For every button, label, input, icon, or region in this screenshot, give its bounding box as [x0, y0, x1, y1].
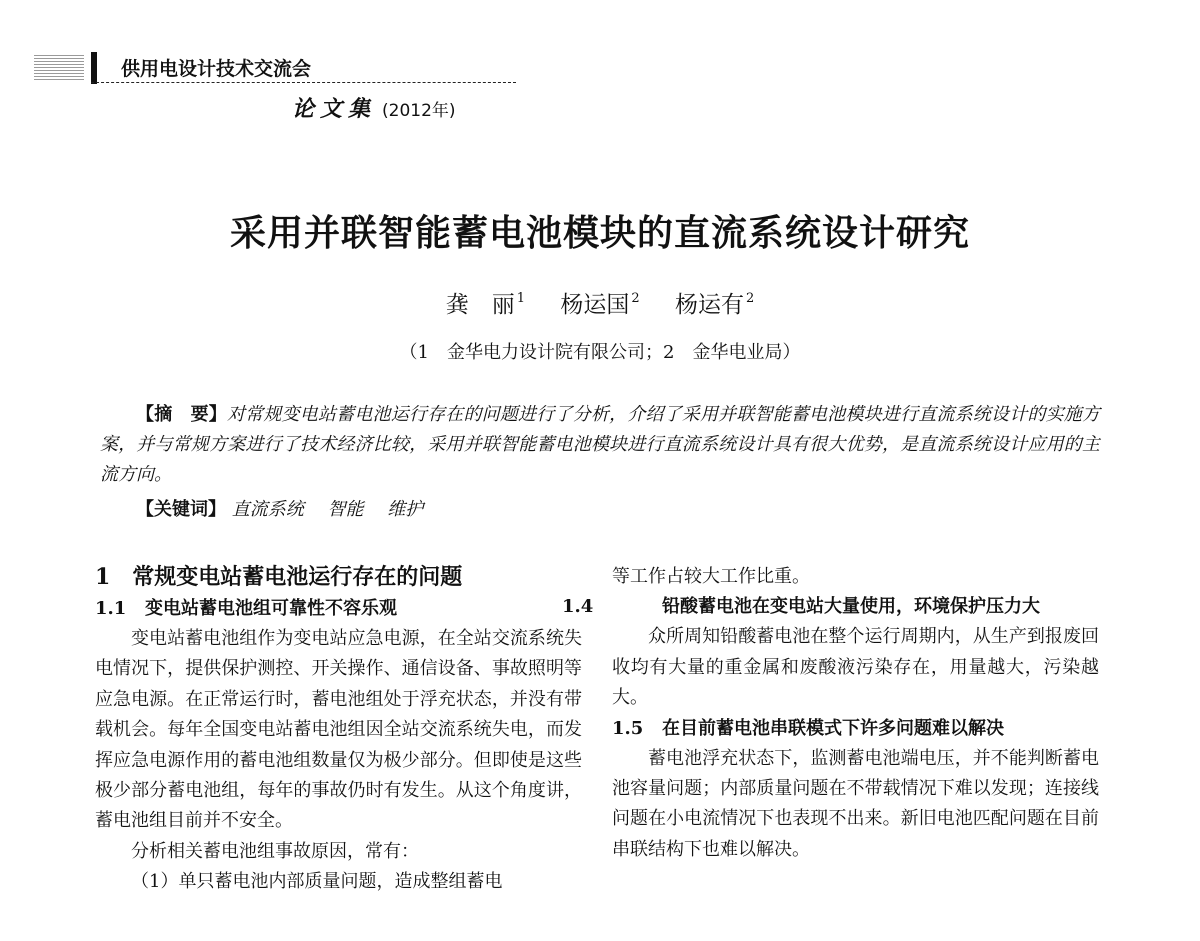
affiliations: （1 金华电力设计院有限公司；2 金华电业局） — [399, 342, 801, 363]
subsection-title: 变电站蓄电池组可靠性不容乐观 — [145, 598, 397, 619]
header-divider — [91, 82, 516, 83]
paper-title: 采用并联智能蓄电池模块的直流系统设计研究 — [229, 212, 970, 254]
subsection-heading — [612, 714, 1099, 744]
body-paragraph: 蓄电池浮充状态下，监测蓄电池端电压，并不能判断蓄电池容量问题；内部质量问题在不带载情况下难以发现；连接线问题在小电流情况下也表现不出来。新旧电池匹配问题在目前串联结构下也难以解决。 — [612, 747, 1099, 860]
header-bar — [91, 52, 97, 84]
series-title: 供用电设计技术交流会 — [121, 58, 312, 80]
proceedings-subtitle — [292, 92, 456, 123]
keyword: 维护 — [387, 499, 424, 520]
subsection-number: 1.4 — [562, 596, 594, 618]
subsection-title: 在目前蓄电池串联模式下许多问题难以解决 — [662, 717, 1004, 739]
body-paragraph: （1）单只蓄电池内部质量问题，造成整组蓄电 — [131, 871, 503, 893]
keywords — [136, 495, 441, 521]
author — [675, 292, 754, 318]
author — [560, 292, 639, 318]
author — [446, 292, 525, 318]
proceedings-year: (2012年) — [382, 101, 456, 121]
keyword: 直流系统 — [231, 499, 304, 520]
left-column — [95, 560, 582, 898]
body-paragraph: 分析相关蓄电池组事故原因，常有： — [131, 840, 419, 862]
subsection-heading — [95, 594, 582, 624]
author-name: 杨运国 — [560, 292, 630, 318]
subsection-number: 1.5 — [612, 717, 644, 739]
abstract-label: 【摘 要】 — [136, 404, 227, 425]
author-affiliation-mark: 2 — [631, 291, 640, 306]
author-list — [0, 286, 1200, 319]
right-column — [562, 562, 1099, 865]
section-heading: 1 常规变电站蓄电池运行存在的问题 — [95, 564, 463, 590]
abstract — [100, 400, 1100, 490]
body-paragraph: 众所周知铅酸蓄电池在整个运行周期内，从生产到报废回收均有大量的重金属和废酸液污染存在，用量越大，污染越大。 — [612, 626, 1099, 709]
subsection-title: 铅酸蓄电池在变电站大量使用，环境保护压力大 — [662, 596, 1040, 618]
author-name: 杨运有 — [674, 292, 744, 318]
author-affiliation-mark: 2 — [745, 291, 755, 306]
keywords-label: 【关键词】 — [136, 499, 226, 520]
abstract-text: 对常规变电站蓄电池运行存在的问题进行了分析，介绍了采用并联智能蓄电池模块进行直流系统设计的实施方案，并与常规方案进行了技术经济比较，采用并联智能蓄电池模块进行直流系统设计具有很大优势，是直流系统设计应用的主流方向。 — [100, 404, 1101, 485]
body-paragraph: 等工作占较大工作比重。 — [612, 566, 810, 587]
journal-logo — [34, 54, 84, 80]
author-affiliation-mark: 1 — [516, 291, 526, 306]
keyword: 智能 — [327, 499, 364, 520]
proceedings-name: 论文集 — [292, 96, 377, 122]
subsection-heading — [562, 592, 1099, 622]
author-name: 龚 丽 — [445, 292, 515, 318]
body-paragraph: 变电站蓄电池组作为变电站应急电源，在全站交流系统失电情况下，提供保护测控、开关操作、通信设备、事故照明等应急电源。在正常运行时，蓄电池组处于浮充状态，并没有带载机会。每年全国变电站蓄电池组因全站交流系统失电，而发挥应急电源作用的蓄电池组数量仅为极少部分。但即使是这些极少部分蓄电池组，每年的事故仍时有发生。从这个角度讲，蓄电池组目前并不安全。 — [95, 628, 582, 832]
subsection-number: 1.1 — [95, 598, 127, 619]
